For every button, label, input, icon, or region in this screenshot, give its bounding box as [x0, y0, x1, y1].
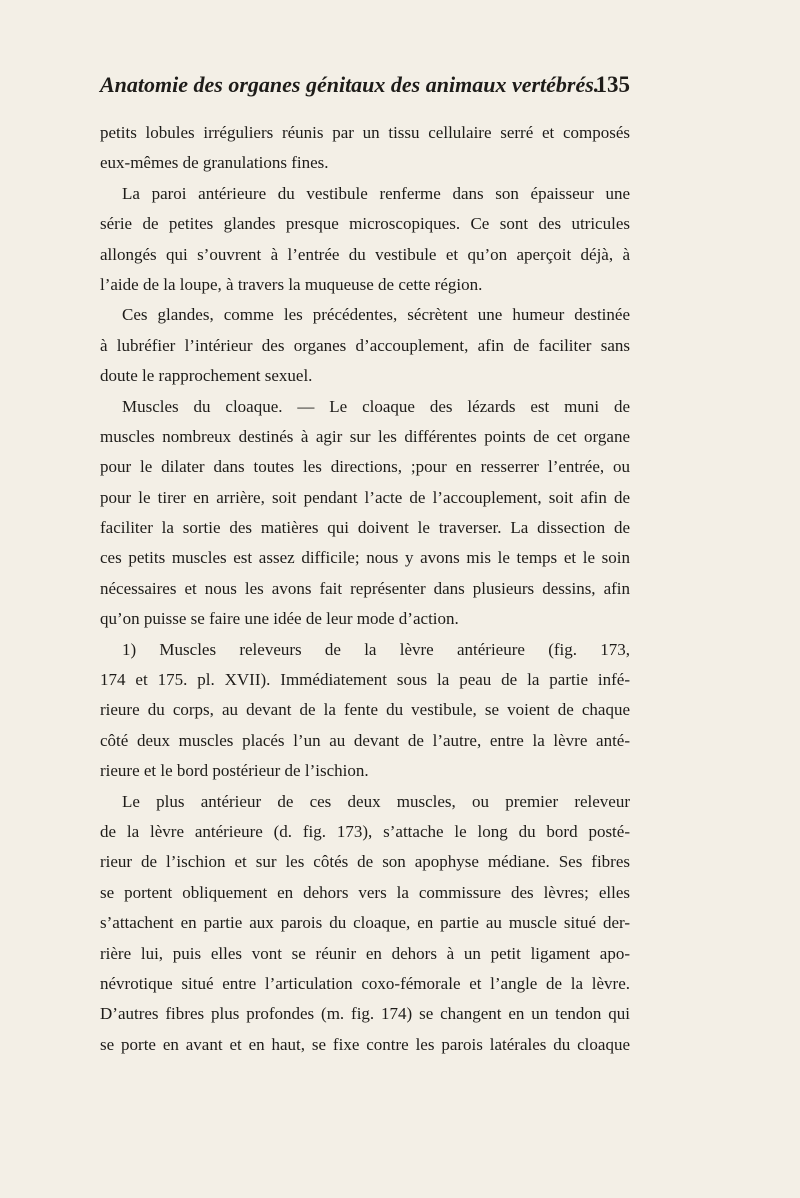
text-line: pour le dilater dans toutes les directions, ;pour en resserrer l’entrée, ou — [100, 457, 630, 477]
text-line: faciliter la sortie des matières qui doivent le traverser. La dissection de — [100, 518, 630, 538]
text-line: nécessaires et nous les avons fait représenter dans plusieurs dessins, afin — [100, 578, 630, 598]
text-line: névrotique situé entre l’articulation coxo-fémorale et l’angle de la lèvre. — [100, 973, 630, 993]
text-line: s’attachent en partie aux parois du cloaque, en partie au muscle situé der- — [100, 913, 630, 933]
text-line: 1) Muscles releveurs de la lèvre antérieure (fig. 173, — [122, 639, 630, 659]
text-line: rière lui, puis elles vont se réunir en dehors à un petit ligament apo- — [100, 943, 630, 963]
body-text — [100, 118, 630, 1060]
text-line: La paroi antérieure du vestibule renferme dans son épaisseur une — [122, 183, 630, 203]
text-line: rieure et le bord postérieur de l’ischion. — [100, 761, 369, 781]
text-line: l’aide de la loupe, à travers la muqueuse de cette région. — [100, 274, 483, 294]
text-line: Muscles du cloaque. — Le cloaque des lézards est muni de — [122, 396, 630, 416]
page-header — [100, 72, 630, 106]
running-title: Anatomie des organes génitaux des animaux vertébrés. — [100, 72, 600, 97]
text-line: petits lobules irréguliers réunis par un tissu cellulaire serré et composés — [100, 123, 630, 142]
text-line: pour le tirer en arrière, soit pendant l’acte de l’accouplement, soit afin de — [100, 487, 630, 507]
text-line: se porte en avant et en haut, se fixe contre les parois latérales du cloaque — [100, 1034, 630, 1054]
text-line: rieur de l’ischion et sur les côtés de son apophyse médiane. Ses fibres — [100, 852, 630, 872]
text-line: qu’on puisse se faire une idée de leur mode d’action. — [100, 609, 459, 629]
text-line: côté deux muscles placés l’un au devant de l’autre, entre la lèvre anté- — [100, 730, 630, 750]
text-line: ces petits muscles est assez difficile; nous y avons mis le temps et le soin — [100, 548, 630, 568]
text-line: Ces glandes, comme les précédentes, sécrètent une humeur destinée — [122, 305, 630, 325]
text-line: 174 et 175. pl. XVII). Immédiatement sous la peau de la partie infé- — [100, 670, 630, 690]
text-line: muscles nombreux destinés à agir sur les différentes points de cet organe — [100, 426, 630, 446]
page-number: 135 — [595, 72, 630, 97]
text-line: doute le rapprochement sexuel. — [100, 366, 313, 386]
text-line: Le plus antérieur de ces deux muscles, ou premier releveur — [122, 791, 630, 811]
text-line: se portent obliquement en dehors vers la commissure des lèvres; elles — [100, 882, 630, 902]
text-line: série de petites glandes presque microscopiques. Ce sont des utricules — [100, 214, 630, 234]
text-line: D’autres fibres plus profondes (m. fig. 174) se changent en un tendon qui — [100, 1004, 630, 1024]
text-line: rieure du corps, au devant de la fente du vestibule, se voient de chaque — [100, 700, 630, 720]
text-line: eux-mêmes de granulations fines. — [100, 153, 329, 173]
text-line: à lubréfier l’intérieur des organes d’accouplement, afin de faciliter sans — [100, 335, 630, 355]
text-line: allongés qui s’ouvrent à l’entrée du vestibule et qu’on aperçoit déjà, à — [100, 244, 630, 264]
text-line: de la lèvre antérieure (d. fig. 173), s’attache le long du bord posté- — [100, 821, 630, 841]
